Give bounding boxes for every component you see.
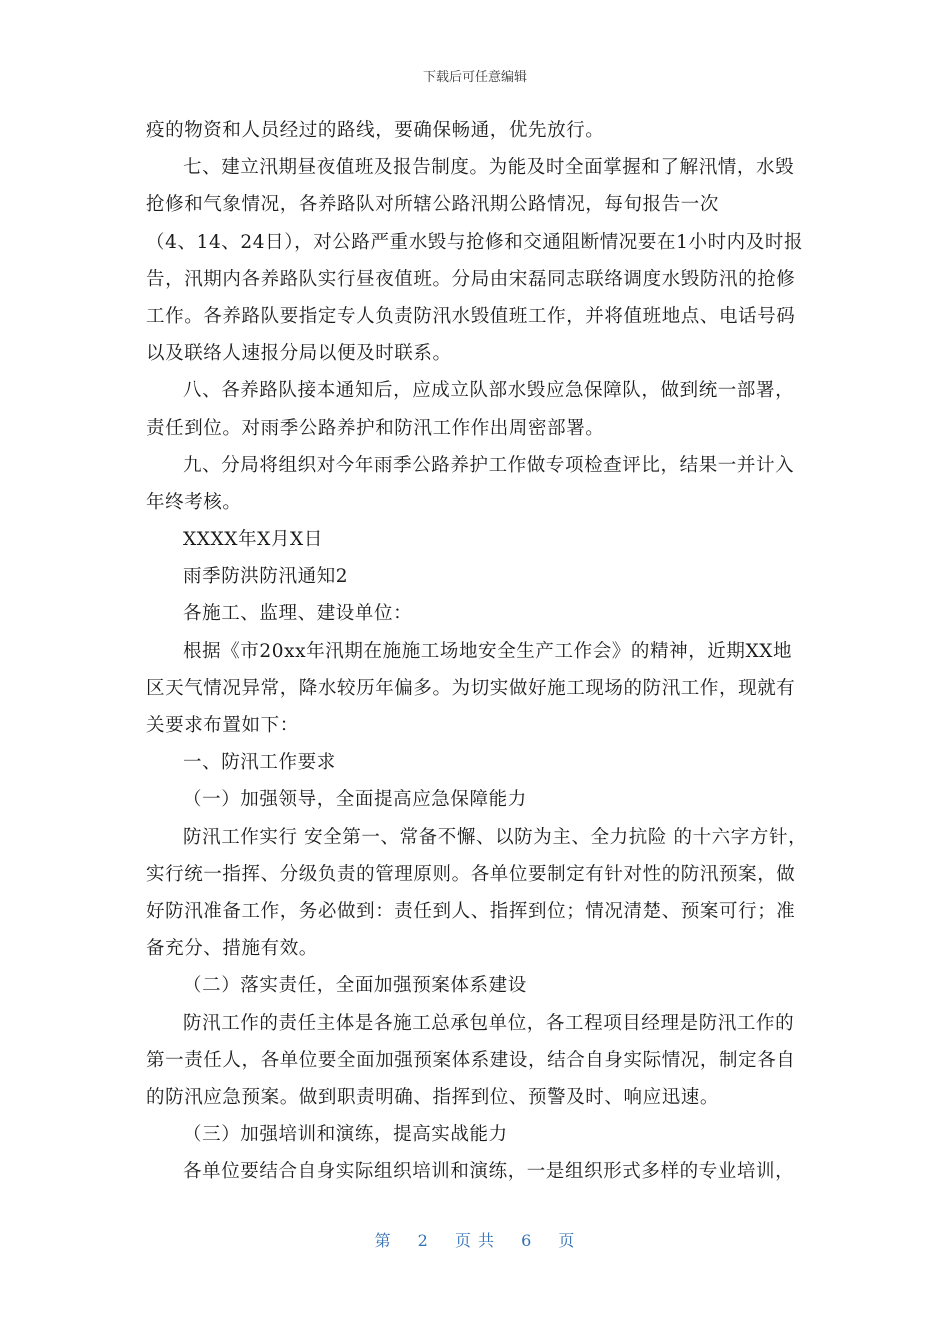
text-line: 一、防汛工作要求 — [183, 752, 336, 774]
text-line: 雨季防洪防汛通知2 — [183, 566, 349, 588]
text-line: 责任到位。对雨季公路养护和防汛工作作出周密部署。 — [146, 417, 605, 439]
text-line: 区天气情况异常，降水较历年偏多。为切实做好施工现场的防汛工作，现就有 — [146, 677, 796, 699]
text-line: 防汛工作实行 安全第一、常备不懈、以防为主、全力抗险 的十六字方针， — [183, 826, 808, 848]
footer-suffix: 页 — [558, 1231, 576, 1250]
page-header: 下载后可任意编辑 — [422, 70, 527, 85]
page-footer — [0, 1228, 950, 1251]
text-line: 疫的物资和人员经过的路线，要确保畅通，优先放行。 — [146, 120, 605, 141]
text-line: 九、分局将组织对今年雨季公路养护工作做专项检查评比，结果一并计入 — [183, 454, 795, 476]
text-line: XXXX年X月X日 — [183, 529, 323, 551]
text-line: 第一责任人，各单位要全面加强预案体系建设，结合自身实际情况，制定各自 — [146, 1049, 796, 1071]
text-line: （三）加强培训和演练，提高实战能力 — [183, 1124, 508, 1146]
text-line: 备充分、措施有效。 — [146, 938, 318, 960]
text-line: （一）加强领导，全面提高应急保障能力 — [183, 789, 527, 811]
footer-page-number: 2 — [417, 1231, 429, 1250]
text-line: 八、各养路队接本通知后，应成立队部水毁应急保障队，做到统一部署， — [183, 380, 795, 402]
text-line: （4、14、24日），对公路严重水毁与抢修和交通阻断情况要在1小时内及时报 — [146, 231, 804, 253]
text-line: 年终考核。 — [146, 491, 242, 513]
document-body — [146, 112, 806, 1190]
text-line: 工作。各养路队要指定专人负责防汛水毁值班工作，并将值班地点、电话号码 — [146, 305, 796, 327]
text-line: 好防汛准备工作，务必做到：责任到人、指挥到位；情况清楚、预案可行；准 — [146, 900, 796, 922]
text-line: 以及联络人速报分局以便及时联系。 — [146, 343, 452, 365]
footer-prefix: 第 — [374, 1231, 392, 1250]
text-line: 七、建立汛期昼夜值班及报告制度。为能及时全面掌握和了解汛情，水毁 — [183, 157, 795, 179]
text-line: 告，汛期内各养路队实行昼夜值班。分局由宋磊同志联络调度水毁防汛的抢修 — [146, 268, 796, 290]
footer-total-pages: 6 — [521, 1231, 533, 1250]
text-line: （二）落实责任，全面加强预案体系建设 — [183, 975, 527, 997]
text-line: 防汛工作的责任主体是各施工总承包单位，各工程项目经理是防汛工作的 — [183, 1012, 795, 1034]
footer-middle: 页 共 — [454, 1231, 496, 1250]
text-line: 关要求布置如下： — [146, 715, 299, 736]
text-line: 各单位要结合自身实际组织培训和演练，一是组织形式多样的专业培训， — [183, 1161, 795, 1183]
text-line: 实行统一指挥、分级负责的管理原则。各单位要制定有针对性的防汛预案，做 — [146, 863, 796, 885]
text-line: 根据《市20xx年汛期在施施工场地安全生产工作会》的精神，近期XX地 — [183, 640, 793, 662]
text-line: 的防汛应急预案。做到职责明确、指挥到位、预警及时、响应迅速。 — [146, 1086, 720, 1108]
text-line: 抢修和气象情况，各养路队对所辖公路汛期公路情况，每旬报告一次 — [146, 194, 720, 216]
text-line: 各施工、监理、建设单位： — [183, 603, 413, 625]
